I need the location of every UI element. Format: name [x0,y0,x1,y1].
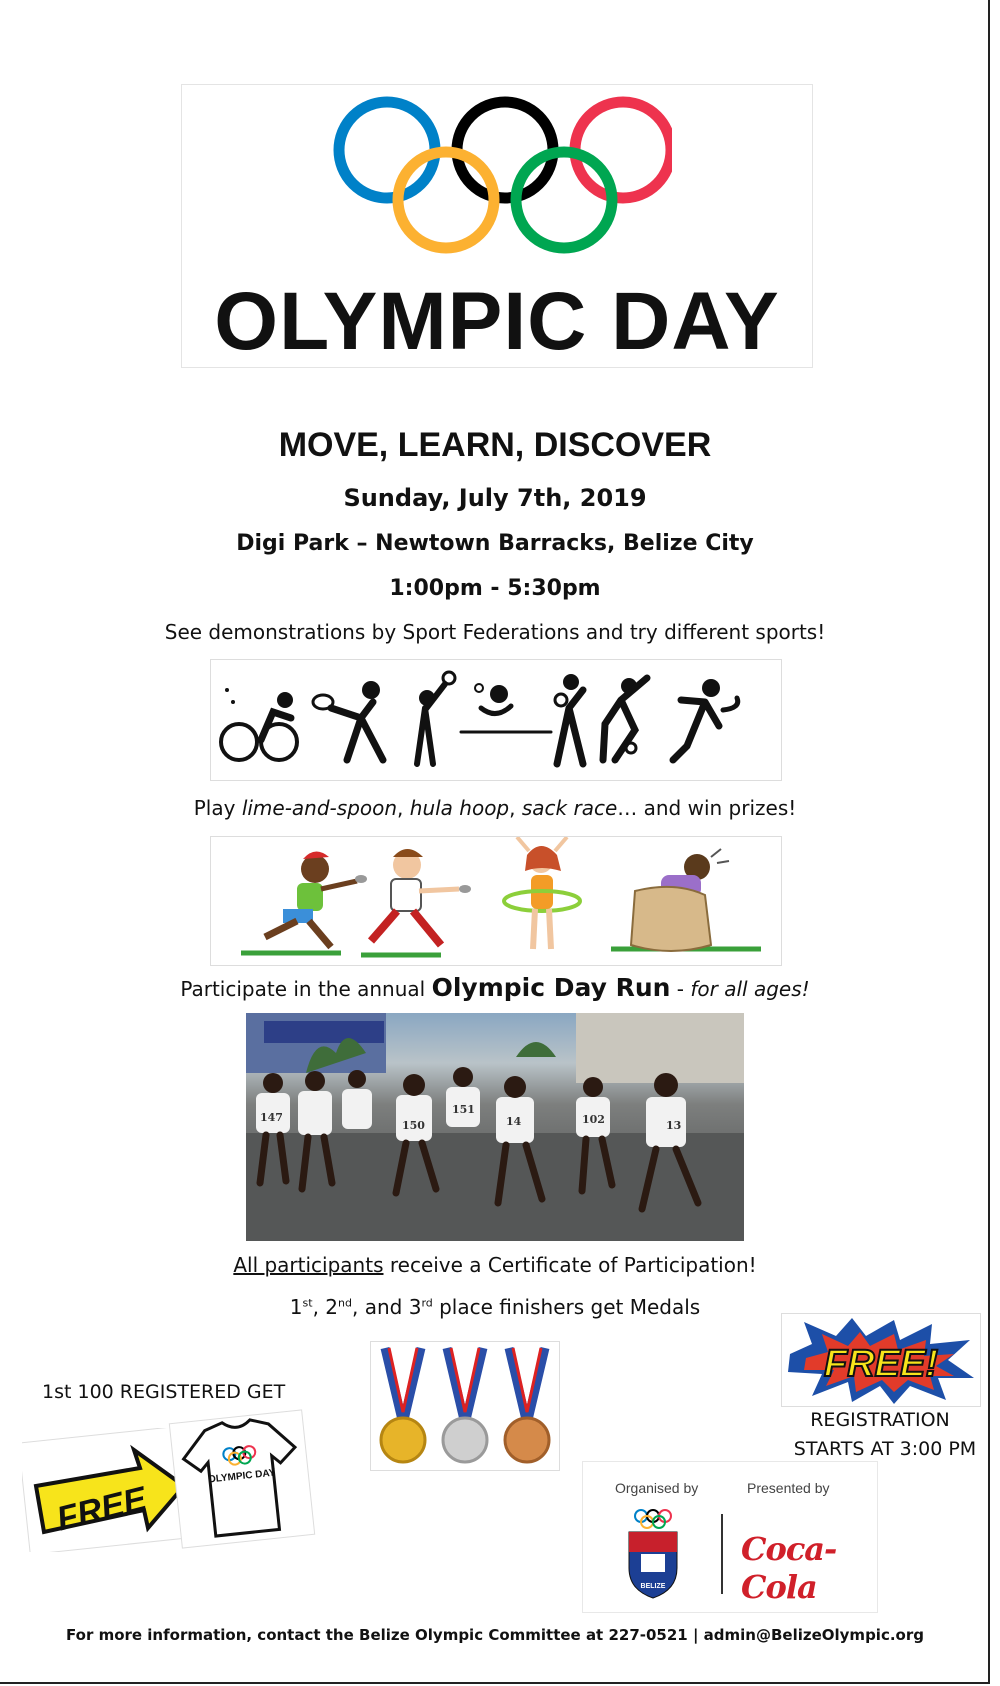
gold-medal-icon [381,1348,425,1462]
crest-text: BELIZE [640,1583,666,1590]
bronze-medal-icon [505,1348,549,1462]
games-line [0,796,990,820]
bib-147: 147 [260,1111,283,1124]
ring-yellow [398,152,494,248]
silver-medal-icon [443,1348,487,1462]
bib-150: 150 [402,1119,425,1132]
athletics-icon [673,679,738,760]
medals-t2: , and 3 [352,1295,422,1319]
medals-picture [370,1341,560,1471]
game-hula-hoop: hula hoop [409,796,510,820]
registration-label: REGISTRATION [810,1409,950,1431]
sack-race-icon [631,849,729,951]
free-burst-badge [781,1313,981,1407]
sponsors-panel [582,1461,878,1613]
medals-s1: st [302,1296,313,1310]
certificate-line [0,1253,990,1277]
certificate-rest: receive a Certificate of Participation! [383,1253,757,1277]
event-venue: Digi Park – Newtown Barracks, Belize City [236,531,754,556]
games-sep1: , [397,796,410,820]
games-suffix: … and win prizes! [617,796,797,820]
spoon-runner-icon [265,851,367,947]
bib-151: 151 [452,1103,475,1116]
run-line [0,973,990,1002]
olympic-day-tshirt [170,1410,314,1547]
contact-footer: For more information, contact the Belize Olympic Committee at 227-0521 | admin@BelizeOlympic.org [66,1626,924,1644]
ring-black [457,102,553,198]
belize-olympic-committee-crest-icon [623,1506,683,1600]
demo-line: See demonstrations by Sport Federations and try different sports! [164,620,826,644]
run-event-name: Olympic Day Run [431,973,671,1002]
free-burst-icon [782,1314,980,1406]
bib-14: 14 [506,1115,522,1128]
coca-cola-logo: Coca-Cola [741,1530,837,1606]
run-suffix: for all ages! [690,977,810,1001]
game-lime-and-spoon: lime-and-spoon [241,796,398,820]
game-sack-race: sack race [521,796,618,820]
basketball-icon [555,674,583,764]
event-date: Sunday, July 7th, 2019 [343,484,647,512]
run-crowd-image [246,1013,744,1241]
run-prefix: Participate in the annual [180,977,432,1001]
pictogram-strip [211,660,781,780]
ring-red [575,102,671,198]
tennis-icon [313,681,383,760]
medals-t3: place finishers get Medals [432,1295,701,1319]
medals-t1: , 2 [312,1295,339,1319]
spoon-runner-icon-2 [371,849,471,945]
logo-title: OLYMPIC DAY [214,276,780,367]
medals-icon [371,1342,559,1470]
tagline: MOVE, LEARN, DISCOVER [278,426,712,464]
football-icon [603,678,647,760]
olympic-rings-icon [332,93,672,263]
free-burst-text: FREE! [824,1343,938,1385]
ring-blue [339,102,435,198]
tshirt-icon [170,1410,314,1547]
bib-13: 13 [666,1119,682,1132]
medals-n1: 1 [289,1295,303,1319]
run-dash: - [670,977,691,1001]
ring-green [516,152,612,248]
sponsor-divider [721,1514,723,1594]
olympic-logo [181,84,813,368]
organised-by-label: Organised by [615,1480,699,1496]
medals-s3: rd [421,1296,433,1310]
certificate-all-participants: All participants [233,1253,384,1277]
badminton-icon [417,672,455,764]
games-prefix: Play [193,796,242,820]
games-illustration [210,836,782,966]
games-sep2: , [509,796,522,820]
olympic-day-run-photo [246,1013,744,1241]
tshirt-text: OLYMPIC DAY [207,1467,276,1486]
event-time: 1:00pm - 5:30pm [389,576,601,601]
registration-time: STARTS AT 3:00 PM [793,1438,977,1460]
bib-102: 102 [582,1113,605,1126]
cycling-icon [221,688,297,760]
games-clipart [211,837,781,965]
sport-pictograms [210,659,782,781]
hula-hoop-icon [504,837,580,949]
table-tennis-icon [461,684,551,732]
presented-by-label: Presented by [747,1480,830,1496]
medals-s2: nd [338,1296,352,1310]
free-sign-text: FREE [53,1479,151,1539]
first-100-label: 1st 100 REGISTERED GET [42,1381,286,1403]
